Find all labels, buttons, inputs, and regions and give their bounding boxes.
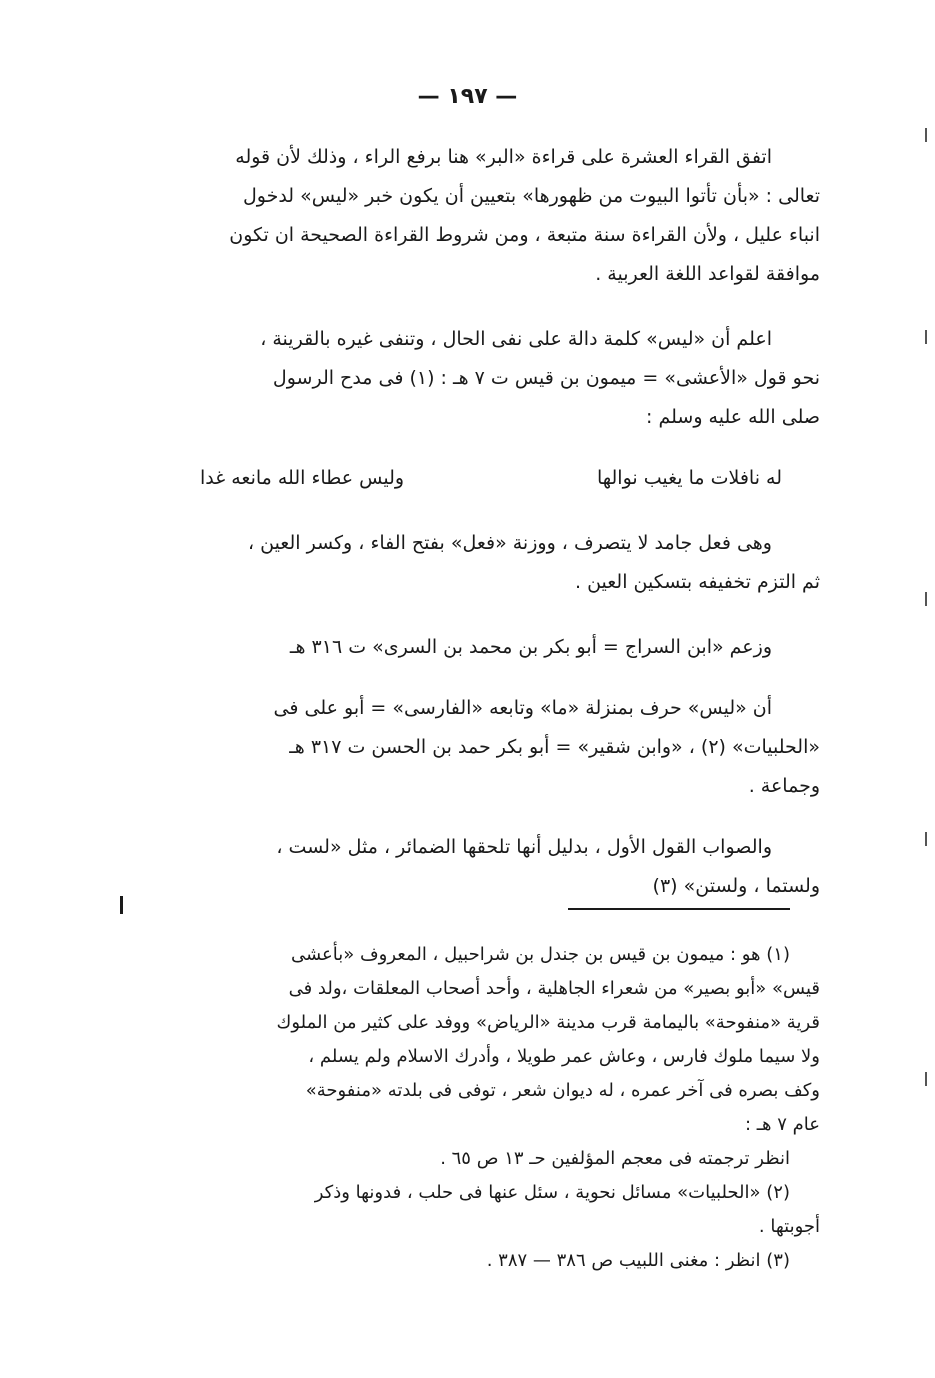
text-line: موافقة لقواعد اللغة العربية . <box>595 263 820 285</box>
footnotes <box>108 938 820 1278</box>
footnote-line: قيس» «أبو بصير» من شعراء الجاهلية ، وأحد أصحاب المعلقات ،ولد فى <box>288 978 820 999</box>
paragraph-4 <box>108 628 820 667</box>
footnote-2 <box>108 1176 820 1244</box>
text-line: اعلم أن «ليس» كلمة دالة على نفى الحال ، وتنفى غيره بالقرينة ، <box>260 328 772 350</box>
text-line: ثم التزم تخفيفه بتسكين العين . <box>574 571 820 593</box>
footnote-line: أجوبتها . <box>758 1216 820 1237</box>
scan-mark <box>925 128 927 142</box>
text-line: والصواب القول الأول ، بدليل أنها تلحقها الضمائر ، مثل «لست ، <box>276 836 772 858</box>
paragraph-2 <box>108 320 820 437</box>
footnote-line: وكف بصره فى آخر عمره ، له ديوان شعر ، توفى فى بلدته «منفوحة» <box>305 1080 820 1101</box>
footnote-line: (٢) «الحلبيات» مسائل نحوية ، سئل عنها فى حلب ، فدونها وذكر <box>314 1182 790 1203</box>
scan-mark <box>925 832 927 846</box>
text-line: وجماعة . <box>748 775 820 797</box>
text-line: «الحلبيات» (٢) ، «وابن شقير» = أبو بكر حمد بن الحسن ت ٣١٧ هـ <box>289 736 820 758</box>
scan-mark <box>925 330 927 344</box>
text-line: ولستما ، ولستن» (٣) <box>652 875 820 897</box>
text-line: انباء عليل ، ولأن القراءة سنة متبعة ، ومن شروط القراءة الصحيحة ان تكون <box>229 224 820 246</box>
verse-first-hemistich: له نافلات ما يغيب نوالها <box>596 467 782 489</box>
page-number: — ١٩٧ — <box>417 84 518 109</box>
poetry-verse <box>108 459 820 498</box>
verse-second-hemistich: وليس عطاء الله مانعه غدا <box>200 467 405 489</box>
footnote-separator <box>568 908 790 910</box>
text-line: تعالى : «بأن تأتوا البيوت من ظهورها» بتعيين أن يكون خبر «ليس» لدخول <box>242 185 820 207</box>
text-line: صلى الله عليه وسلم : <box>646 406 820 428</box>
text-line: أن «ليس» حرف بمنزلة «ما» وتابعه «الفارسى» = أبو على فى <box>273 697 772 719</box>
scan-mark <box>925 1072 927 1086</box>
text-line: وزعم «ابن السراج = أبو بكر بن محمد بن السرى» ت ٣١٦ هـ <box>289 636 772 658</box>
text-line: اتفق القراء العشرة على قراءة «البر» هنا برفع الراء ، وذلك لأن قوله <box>235 146 772 168</box>
text-line: وهى فعل جامد لا يتصرف ، ووزنة «فعل» بفتح الفاء ، وكسر العين ، <box>247 532 772 554</box>
footnote-line: قرية «منفوحة» باليمامة قرب مدينة «الرياض» ووفد على كثير من الملوك <box>276 1012 820 1033</box>
paragraph-1 <box>108 138 820 294</box>
paragraph-6 <box>108 828 820 906</box>
footnote-1 <box>108 938 820 1142</box>
footnote-line: (٣) انظر : مغنى اللبيب ص ٣٨٦ — ٣٨٧ . <box>486 1250 790 1271</box>
footnote-line: ولا سيما ملوك فارس ، وعاش عمر طويلا ، وأدرك الاسلام ولم يسلم ، <box>308 1046 820 1067</box>
footnote-line: انظر ترجمته فى معجم المؤلفين حـ ١٣ ص ٦٥ . <box>440 1148 790 1169</box>
footnote-line: عام ٧ هـ : <box>744 1114 820 1135</box>
paragraph-3 <box>108 524 820 602</box>
text-line: نحو قول «الأعشى» = ميمون بن قيس ت ٧ هـ : (١) فى مدح الرسول <box>272 367 820 389</box>
paragraph-5 <box>108 689 820 806</box>
margin-mark <box>120 896 123 914</box>
scan-mark <box>925 592 927 606</box>
footnote-line: (١) هو : ميمون بن قيس بن جندل بن شراحبيل ، المعروف «بأعشى <box>290 944 790 965</box>
footnote-1-reference <box>108 1142 820 1176</box>
main-text <box>108 138 820 906</box>
footnote-3 <box>108 1244 820 1278</box>
